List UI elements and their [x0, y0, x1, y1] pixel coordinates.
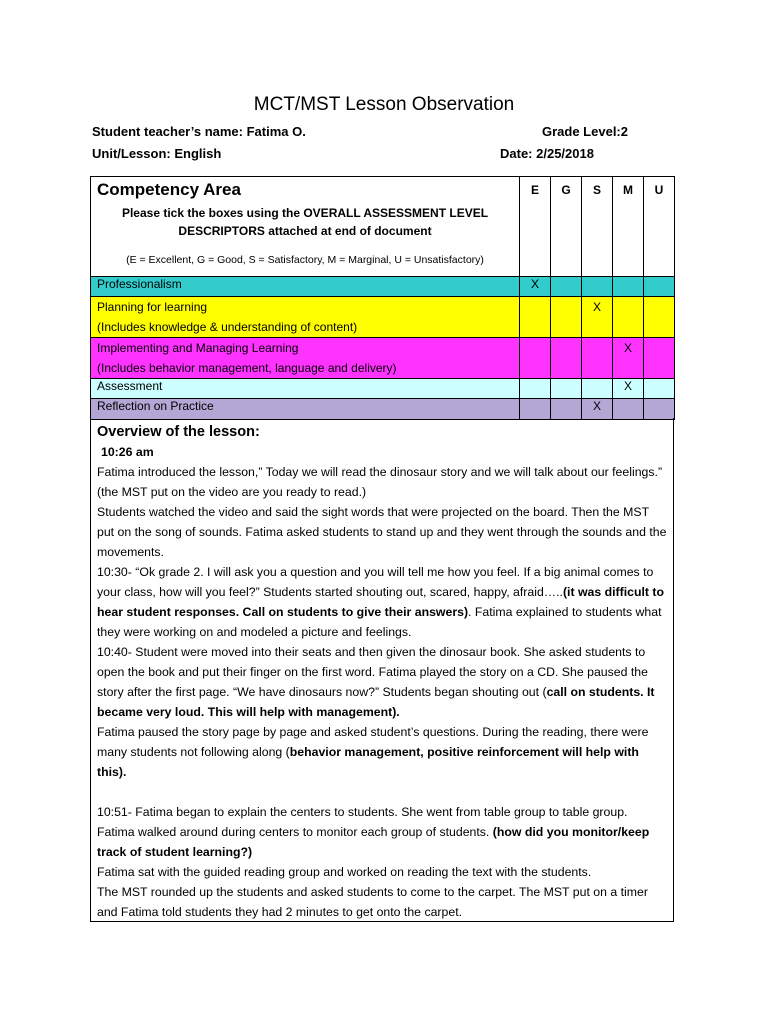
column-header-s: S — [582, 177, 613, 277]
paragraph-text: 10:51- Fatima began to explain the centers to students. She went from table group to table group. Fatima walked around during centers to monitor each group of students. — [97, 805, 628, 839]
mark-g — [551, 277, 582, 297]
competency-row-implementing — [91, 338, 675, 379]
competency-label — [91, 379, 520, 399]
mark-m — [613, 399, 644, 420]
mark-s — [582, 379, 613, 399]
mark-s — [582, 338, 613, 379]
overview-paragraph — [97, 722, 667, 782]
spacer — [97, 782, 667, 802]
competency-label-line1: Planning for learning — [97, 300, 208, 314]
mark-u — [644, 399, 675, 420]
overview-paragraph — [97, 642, 667, 722]
competency-row-planning — [91, 297, 675, 338]
mark-e — [520, 379, 551, 399]
competency-label — [91, 297, 520, 338]
column-header-g: G — [551, 177, 582, 277]
mark-u — [644, 277, 675, 297]
mark-m — [613, 277, 644, 297]
page-title: MCT/MST Lesson Observation — [253, 94, 515, 115]
mark-g — [551, 399, 582, 420]
overview-paragraph — [97, 802, 667, 862]
competency-label-line1: Implementing and Managing Learning — [97, 341, 299, 355]
mark-u — [644, 338, 675, 379]
column-header-u: U — [644, 177, 675, 277]
paragraph-text: . Fatima explained to students what they were working on and modeled a picture and feelings. — [97, 605, 662, 639]
mark-s: X — [582, 297, 613, 338]
overview-title: Overview of the lesson: — [97, 424, 260, 440]
competency-row-professionalism — [91, 277, 675, 297]
feedback-comment: behavior management, positive reinforcement will help with this). — [97, 745, 639, 779]
mark-m: X — [613, 379, 644, 399]
mark-m — [613, 297, 644, 338]
column-header-e: E — [520, 177, 551, 277]
observation-date: Date: 2/25/2018 — [500, 146, 594, 161]
paragraph-text: 10:30- “Ok grade 2. I will ask you a question and you will tell me how you feel. If a big animal comes to your class, how will you feel?” Students started shouting out, scared, happy, afraid….. — [97, 565, 654, 599]
competency-label-line1: Professionalism — [97, 277, 182, 291]
competency-label — [91, 399, 520, 420]
mark-e: X — [520, 277, 551, 297]
mark-u — [644, 379, 675, 399]
mark-s: X — [582, 399, 613, 420]
mark-g — [551, 338, 582, 379]
competency-key: (E = Excellent, G = Good, S = Satisfactory, M = Marginal, U = Unsatisfactory) — [126, 254, 484, 266]
overview-paragraph — [97, 562, 667, 642]
competency-header-row — [91, 177, 675, 277]
student-teacher-name: Student teacher’s name: Fatima O. — [92, 124, 306, 139]
competency-instruction-1: Please tick the boxes using the OVERALL ASSESSMENT LEVEL — [121, 206, 489, 220]
competency-title: Competency Area — [97, 180, 241, 199]
competency-instruction-2: DESCRIPTORS attached at end of document — [178, 224, 432, 238]
mark-e — [520, 297, 551, 338]
grade-level: Grade Level:2 — [542, 124, 628, 139]
competency-label — [91, 277, 520, 297]
overview-start-time: 10:26 am — [101, 445, 154, 459]
column-header-m: M — [613, 177, 644, 277]
competency-table — [90, 176, 675, 420]
unit-lesson: Unit/Lesson: English — [92, 146, 222, 161]
feedback-comment: (it was difficult to hear student responses. Call on students to give their answers) — [97, 585, 665, 619]
competency-header-cell — [91, 177, 520, 277]
mark-u — [644, 297, 675, 338]
competency-label-line2: (Includes behavior management, language and delivery) — [97, 361, 397, 375]
mark-s — [582, 277, 613, 297]
paragraph-text: 10:40- Student were moved into their seats and then given the dinosaur book. She asked students to open the book and put their finger on the first word. Fatima played the story on a CD. She paused the story after the first page. “We have dinosaurs now?” Students began shouting out ( — [97, 645, 648, 699]
competency-label-line1: Reflection on Practice — [97, 399, 214, 413]
overview-paragraph: The MST rounded up the students and asked students to come to the carpet. The MST put on a timer and Fatima told students they had 2 minutes to get onto the carpet. — [97, 885, 648, 919]
competency-row-reflection — [91, 399, 675, 420]
mark-g — [551, 379, 582, 399]
competency-row-assessment — [91, 379, 675, 399]
competency-label-line2: (Includes knowledge & understanding of content) — [97, 320, 358, 334]
mark-e — [520, 338, 551, 379]
overview-paragraph: Students watched the video and said the sight words that were projected on the board. Then the MST put on the song of sounds. Fatima asked students to stand up and they went through the sounds and the movements. — [97, 505, 667, 559]
mark-e — [520, 399, 551, 420]
paragraph-text: Fatima paused the story page by page and asked student’s questions. During the reading, there were many students not following along ( — [97, 725, 649, 759]
competency-label-line1: Assessment — [97, 379, 163, 393]
feedback-comment: (how did you monitor/keep track of student learning?) — [97, 825, 650, 859]
overview-paragraph: Fatima sat with the guided reading group and worked on reading the text with the students. — [97, 865, 592, 879]
mark-m: X — [613, 338, 644, 379]
lesson-overview — [90, 418, 674, 922]
feedback-comment: call on students. It became very loud. This will help with management). — [97, 685, 655, 719]
overview-paragraph: Fatima introduced the lesson,” Today we will read the dinosaur story and we will talk about our feelings.” (the MST put on the video are you ready to read.) — [97, 465, 663, 499]
competency-label — [91, 338, 520, 379]
mark-g — [551, 297, 582, 338]
